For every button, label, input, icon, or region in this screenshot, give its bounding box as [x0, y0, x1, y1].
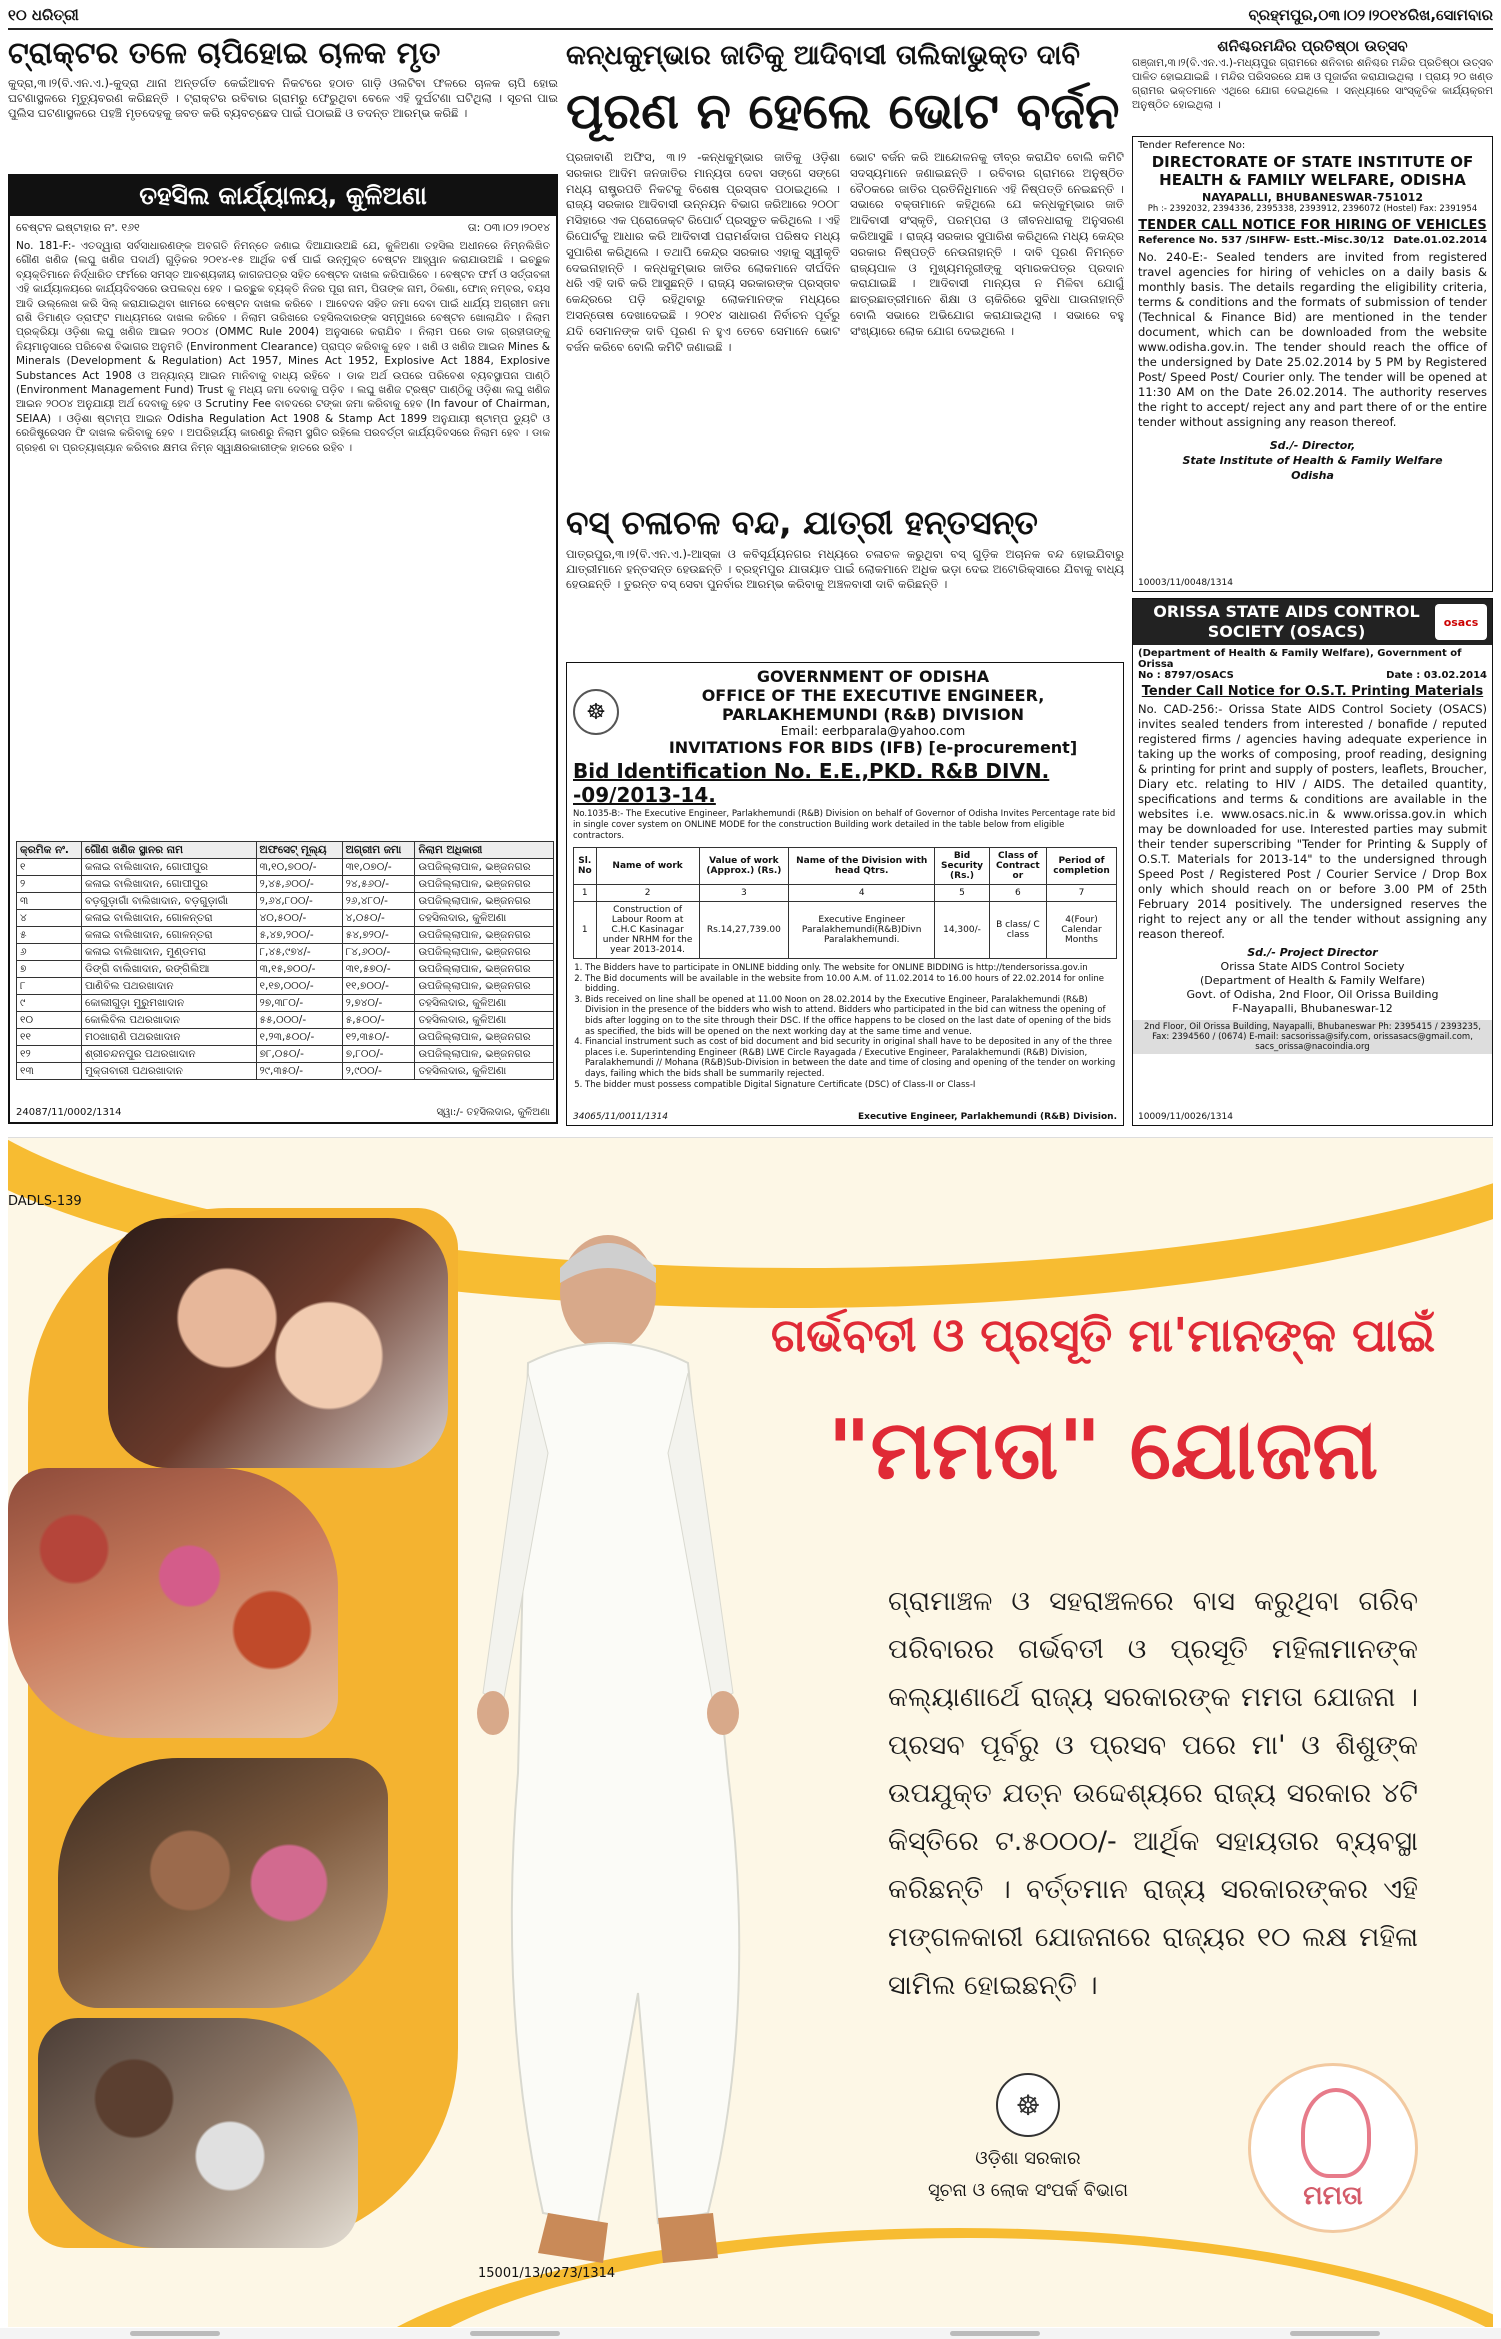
- hfw-sig-line3: Odisha: [1291, 469, 1334, 482]
- table-header-cell: ଗୌଣ ଖଣିଜ ସ୍ଥାନର ନାମ: [82, 842, 257, 859]
- doctor-visit-photo: [38, 2018, 358, 2248]
- table-cell: 2: [596, 885, 699, 902]
- mother-child-photo: [108, 1218, 448, 1468]
- table-header-cell: Bid Security (Rs.): [935, 848, 989, 885]
- tahasil-notice: [8, 174, 558, 1124]
- table-cell: ୪,୦୫୦/-: [342, 910, 415, 927]
- table-cell: ୫: [17, 927, 82, 944]
- table-cell: ୭୮,୦୫୦/-: [256, 1046, 342, 1063]
- table-cell: ୧୩: [17, 1063, 82, 1080]
- tahasil-title: ତହସିଲ କାର୍ଯ୍ୟାଳୟ, କୁଳିଅଣା: [10, 176, 556, 216]
- ee-invite: INVITATIONS FOR BIDS (IFB) [e-procurement]: [668, 738, 1078, 757]
- table-cell: 4: [789, 885, 935, 902]
- table-cell: ଉପଜିଲ୍ଲାପାଳ, ଭଞ୍ଜନଗର: [415, 1046, 554, 1063]
- ad-code: 24087/11/0002/1314: [16, 1107, 122, 1118]
- hfw-title: DIRECTORATE OF STATE INSTITUTE OF HEALTH & FAMILY WELFARE, ODISHA: [1151, 153, 1474, 189]
- ad-tagline: ଗର୍ଭବତୀ ଓ ପ୍ରସୂତି ମା'ମାନଙ୍କ ପାଇଁ: [770, 1308, 1436, 1362]
- table-number-row: [574, 885, 1117, 902]
- page-number: ୧୦ ଧରିତ୍ରୀ: [8, 6, 79, 24]
- table-cell: ୫,୫୦୦/-: [342, 1012, 415, 1029]
- hfw-date: Date.01.02.2014: [1393, 235, 1487, 246]
- table-header-cell: Sl. No: [574, 848, 597, 885]
- table-cell: ୮: [17, 978, 82, 995]
- table-cell: ୮୪,୬୦୦/-: [342, 944, 415, 961]
- table-cell: ୨: [17, 876, 82, 893]
- table-row: [574, 902, 1117, 959]
- osacs-sig-line5: F-Nayapalli, Bhubaneswar-12: [1232, 1002, 1393, 1015]
- osacs-sig-line1: Sd./- Project Director: [1247, 946, 1378, 959]
- table-cell: ୧୦: [17, 1012, 82, 1029]
- table-cell: ୧,୨୩,୫୦୦/-: [256, 1029, 342, 1046]
- table-header-row: [574, 848, 1117, 885]
- table-cell: ମଠଖାରାଣି ପଥରଖାଦାନ: [82, 1029, 257, 1046]
- scrollbar-track[interactable]: [0, 2328, 1501, 2339]
- table-header-cell: ଅଫସେଟ୍ ମୂଲ୍ୟ: [256, 842, 342, 859]
- table-cell: 4(Four) Calendar Months: [1047, 902, 1117, 959]
- chief-minister-illustration: [458, 1213, 798, 2293]
- ee-bid-id: Bid Identification No. E.E.,PKD. R&B DIVN. -09/2013-14.: [573, 759, 1050, 807]
- table-cell: ୨,୭୪୦/-: [342, 995, 415, 1012]
- table-cell: ୩,୧୦,୭୦୦/-: [256, 859, 342, 876]
- osacs-signature: [1138, 946, 1487, 1016]
- table-cell: ଉପଜିଲ୍ଲାପାଳ, ଭଞ୍ଜନଗର: [415, 927, 554, 944]
- table-row: [17, 1012, 554, 1029]
- tractor-headline: ଟ୍ରାକ୍ଟର ତଳେ ଚାପିହୋଇ ଚାଳକ ମୃତ: [8, 36, 441, 71]
- ee-notes: [573, 963, 1117, 1090]
- mamata-logo-text: ମମତା: [1303, 2181, 1363, 2211]
- temple-story: ଗଞ୍ଜାମ,୩।୨(ବି.ଏନ.ଏ.)-ମଧ୍ୟପୁର ଗ୍ରାମରେ ଶନିବାର ଶନିଶ୍ଚର ମନ୍ଦିର ପ୍ରତିଷ୍ଠା ଉତ୍ସବ ପାଳିତ ହୋଇଯାଇଛି । ମନ୍ଦିର ପରିସରରେ ଯଜ୍ଞ ଓ ପୂଜାର୍ଚ୍ଚନା କରାଯାଇଥିଲା । ପ୍ରାୟ ୨୦ ଖଣ୍ଡ ଗ୍ରାମର ଭକ୍ତମାନେ ଏଥିରେ ଯୋଗ ଦେଇଥିଲେ । ସନ୍ଧ୍ୟାରେ ସାଂସ୍କୃତିକ କାର୍ଯ୍ୟକ୍ରମ ଅନୁଷ୍ଠିତ ହୋଇଥିଲା ।: [1132, 57, 1493, 111]
- tahasil-ref-date: ତା: ୦୩।୦୨।୨୦୧୪: [467, 221, 550, 234]
- table-cell: ତହସିଲଦାର, କୁଳିଅଣା: [415, 1012, 554, 1029]
- osacs-sig-line2: Orissa State AIDS Control Society: [1220, 960, 1405, 973]
- table-row: [17, 893, 554, 910]
- list-item: 1. The Bidders have to participate in ONLINE bidding only. The website for ONLINE BIDDING is http://tendersorissa.gov.in: [585, 963, 1117, 974]
- table-cell: ୨୪,୫୬୦/-: [342, 876, 415, 893]
- table-cell: କଳାଇ ବାଲିଖାଦାନ, ଗୋଳନ୍ତରା: [82, 910, 257, 927]
- table-cell: 1: [574, 885, 597, 902]
- ad-code: 10009/11/0026/1314: [1138, 1112, 1233, 1122]
- hfw-signature: [1138, 438, 1487, 483]
- ee-header: [573, 667, 1117, 757]
- table-cell: ୧,୧୭,୦୦୦/-: [256, 978, 342, 995]
- table-cell: ୧୨,୩୫୦/-: [342, 1029, 415, 1046]
- hfw-ref-row: [1138, 235, 1487, 246]
- hfw-tender-notice: [1132, 136, 1493, 592]
- temple-headline: ଶନିଶ୍ଚରମନ୍ଦିର ପ୍ରତିଷ୍ଠା ଉତ୍ସବ: [1217, 37, 1408, 55]
- table-cell: ବଡ଼ଗୁଡ଼ାଗାଁ ବାଲିଖାଦାନ, ବଡ଼ଗୁଡ଼ାଗାଁ: [82, 893, 257, 910]
- table-cell: ୪୦,୫୦୦/-: [256, 910, 342, 927]
- table-cell: କଳାଇ ବାଲିଖାଦାନ, ଗୋପୀପୁର: [82, 876, 257, 893]
- table-cell: କଳାଇ ବାଲିଖାଦାନ, ମୁଣ୍ଡମରା: [82, 944, 257, 961]
- table-header-cell: Name of work: [596, 848, 699, 885]
- table-header-cell: Name of the Division with head Qtrs.: [789, 848, 935, 885]
- table-cell: ୨,୯୦୦/-: [342, 1063, 415, 1080]
- chief-minister-figure: [458, 1213, 798, 2293]
- table-cell: ୩: [17, 893, 82, 910]
- table-body: [17, 859, 554, 1080]
- osacs-sig-line4: Govt. of Odisha, 2nd Floor, Oil Orissa Building: [1186, 988, 1439, 1001]
- osacs-tender-notice: [1132, 598, 1493, 1126]
- table-cell: 5: [935, 885, 989, 902]
- table-cell: କୋଲିବିଲ ପଥରଖାଦାନ: [82, 1012, 257, 1029]
- column-middle: [566, 36, 1124, 1126]
- table-cell: Executive Engineer Paralakhemundi(R&B)Divn Paralakhemundi.: [789, 902, 935, 959]
- ee-org1: GOVERNMENT OF ODISHA: [756, 667, 990, 686]
- table-cell: 1: [574, 902, 597, 959]
- table-cell: 7: [1047, 885, 1117, 902]
- tractor-story: କୁଦ୍ରା,୩।୨(ବି.ଏନ.ଏ.)-କୁଦ୍ରା ଥାନା ଅନ୍ତର୍ଗତ କେଇଁଆବନ ନିକଟରେ ହଠାତ ଗାଡ଼ି ଓଲଟିବା ଫଳରେ ଚାଳକ ଚାପି ହୋଇ ଘଟଣାସ୍ଥଳରେ ମୃତ୍ୟୁବରଣ କରିଛନ୍ତି । ଟ୍ରାକ୍ଟର ରବିବାର ଗ୍ରାମରୁ ଫେରୁଥିବା ବେଳେ ଏହି ଦୁର୍ଘଟଣା ଘଟିଥିଲା । ସୂଚନା ପାଇ ପୁଲିସ ଘଟଣାସ୍ଥଳରେ ପହଞ୍ଚି ମୃତଦେହକୁ ଜବତ କରି ବ୍ୟବଚ୍ଛେଦ ପାଇଁ ପଠାଇଛି ଓ ତଦନ୍ତ ଆରମ୍ଭ କରିଛି ।: [8, 76, 558, 120]
- table-row: [17, 927, 554, 944]
- health-checkup-photo: [58, 1758, 388, 2008]
- ee-intro: No.1035-B:- The Executive Engineer, Parlakhemundi (R&B) Division on behalf of Governor of Odisha Invites Percentage rate bid in single cover system on ONLINE MODE for the construction Building work detailed in the table below from eligible contractors.: [573, 809, 1116, 841]
- osacs-date: Date : 03.02.2014: [1386, 670, 1487, 681]
- osacs-logo-icon: osacs: [1435, 604, 1487, 640]
- table-row: [17, 859, 554, 876]
- osacs-body: No. CAD-256:- Orissa State AIDS Control Society (OSACS) invites sealed tenders from interested / bonafide / reputed registered firms / agencies having adequate experience in taking up the works of composing, proof reading, designing & printing for print and supply of posters, leaflets, Broucher, Diary etc. relating to HIV / AIDS. The detailed quantity, specifications and terms & conditions are available in the websites i.e. www.osacs.nic.in & www.orissa.gov.in which may be downloaded for use. Interested parties may submit their tender superscribing "Tender for Printing & Supply of O.S.T. Materials for 2013-14" to the undersigned through Speed Post / Registered Post / Courier Service / Drop Box only which should reach on or before 3.00 PM of 25th February 2014 positively. The undersigned reserves the right to reject any or all the tender without assigning any reason thereof.: [1138, 702, 1487, 941]
- table-header-cell: Period of completion: [1047, 848, 1117, 885]
- ee-footer: [573, 1112, 1117, 1122]
- table-cell: B class/ C class: [989, 902, 1046, 959]
- kandhakumbhar-kicker: କନ୍ଧକୁମ୍ଭାର ଜାତିକୁ ଆଦିବାସୀ ତାଲିକାଭୁକ୍ତ ଦାବି: [566, 40, 1080, 71]
- hfw-sig-line1: Sd./- Director,: [1269, 439, 1356, 452]
- table-cell: ୨୭,୩୮୦/-: [256, 995, 342, 1012]
- scroll-marker: [950, 2331, 1040, 2336]
- table-cell: ତହସିଲଦାର, କୁଳିଅଣା: [415, 1063, 554, 1080]
- hfw-ref-no: Reference No. 537 /SIHFW- Estt.-Misc.30/12: [1138, 235, 1385, 246]
- ee-signature: Executive Engineer, Parlakhemundi (R&B) Division.: [858, 1112, 1117, 1122]
- table-cell: ଉପଜିଲ୍ଲାପାଳ, ଭଞ୍ଜନଗର: [415, 876, 554, 893]
- table-row: [17, 1063, 554, 1080]
- story-column-a: ପ୍ରଜାବାଣି ଅଫିସ, ୩।୨ -କନ୍ଧକୁମ୍ଭାର ଜାତିକୁ ଓଡ଼ିଶା ସରକାର ଆଦିମ ଜନଜାତିର ମାନ୍ୟତା ଦେବା ସଙ୍ଗେ ସଙ୍ଗେ ମଧ୍ୟ ରାଷ୍ଟ୍ରପତି ନିକଟକୁ ବିଶେଷ ପ୍ରସ୍ତାବ ପଠାଇଥିଲେ । ରାଜ୍ୟ ସରକାର ଆଦିବାସୀ ଉନ୍ନୟନ ବିଭାଗ ଜରିଆରେ ୨୦୦୮ ମସିହାରେ ଏକ ପ୍ରୋଜେକ୍ଟ ରିପୋର୍ଟ ପ୍ରସ୍ତୁତ କରିଥିଲେ । ଏହି ରିପୋର୍ଟକୁ ଆଧାର କରି ଆଦିବାସୀ ପରାମର୍ଶଦାତା ପରିଷଦ ମଧ୍ୟ ସୁପାରିଶ କରିଥିଲେ । ତଥାପି କେନ୍ଦ୍ର ସରକାର ଏହାକୁ ସ୍ୱୀକୃତି ଦେଇନାହାନ୍ତି । କନ୍ଧକୁମ୍ଭାର ଜାତିର ଲୋକମାନେ ଦୀର୍ଘଦିନ ଧରି ଏହି ଦାବି କରି ଆସୁଛନ୍ତି । ରାଜ୍ୟ ସରକାରଙ୍କ ପ୍ରସ୍ତାବ କେନ୍ଦ୍ରରେ ପଡ଼ି ରହିଥିବାରୁ ଲୋକମାନଙ୍କ ମଧ୍ୟରେ ଅସନ୍ତୋଷ ଦେଖାଦେଇଛି । ୨୦୧୪ ସାଧାରଣ ନିର୍ବାଚନ ପୂର୍ବରୁ ଯଦି ସେମାନଙ୍କ ଦାବି ପୂରଣ ନ ହୁଏ ତେବେ ସେମାନେ ଭୋଟ ବର୍ଜନ କରିବେ ବୋଲି କମିଟି ଜଣାଇଛି ।: [566, 150, 840, 354]
- table-cell: ପାଣିବିଲ ପଥରଖାଦାନ: [82, 978, 257, 995]
- ad-department: ସୂଚନା ଓ ଲୋକ ସଂପର୍କ ବିଭାଗ: [927, 2180, 1129, 2201]
- ee-tender-notice: [566, 662, 1124, 1126]
- osacs-tender-title: Tender Call Notice for O.S.T. Printing Materials: [1141, 684, 1484, 699]
- table-cell: ୨,୪୫,୬୦୦/-: [256, 876, 342, 893]
- tahasil-table: [16, 841, 554, 1080]
- table-cell: ଉପଜିଲ୍ଲାପାଳ, ଭଞ୍ଜନଗର: [415, 1029, 554, 1046]
- osacs-ref-row: [1138, 670, 1487, 681]
- table-cell: ୩୧,୫୭୦/-: [342, 961, 415, 978]
- table-cell: ୯: [17, 995, 82, 1012]
- ad-scheme-name: "ମମତା" ଯୋଜନା: [827, 1403, 1379, 1498]
- table-row: [17, 944, 554, 961]
- hfw-ref-label: Tender Reference No:: [1138, 140, 1246, 151]
- table-cell: ୭,୮୦୦/-: [342, 1046, 415, 1063]
- mamata-advertisement: [8, 1137, 1493, 2327]
- osacs-dept: (Department of Health & Family Welfare), Government of Orissa: [1138, 648, 1462, 670]
- table-header-cell: Class of Contract or: [989, 848, 1046, 885]
- table-cell: ୧୨: [17, 1046, 82, 1063]
- osacs-title: ORISSA STATE AIDS CONTROL SOCIETY (OSACS): [1153, 602, 1420, 641]
- table-row: [17, 1029, 554, 1046]
- ad-code: 10003/11/0048/1314: [1138, 578, 1233, 588]
- table-cell: କଳାଇ ବାଲିଖାଦାନ, ଗୋଳନ୍ତରା: [82, 927, 257, 944]
- table-cell: ୮,୪୫,୯୭୪/-: [256, 944, 342, 961]
- ee-table: [573, 847, 1117, 959]
- list-item: 5. The bidder must possess compatible Digital Signature Certificate (DSC) of Class-II or Class-I: [585, 1080, 1117, 1091]
- page-header: [8, 0, 1493, 30]
- table-cell: ତହସିଲଦାର, କୁଳିଅଣା: [415, 910, 554, 927]
- table-cell: ୩,୧୫,୭୦୦/-: [256, 961, 342, 978]
- hfw-sig-line2: State Institute of Health & Family Welfare: [1182, 454, 1443, 467]
- list-item: 3. Bids received on line shall be opened at 11.00 Noon on 28.02.2014 by the Executive Engineer, Paralakhemundi (R&B) Division in the presence of the bidders who wish to attend. Bidders who participated in the bid can witness the opening of bids after logging on to the site through their DSC. If the office happens to be closed on the last date of opening of the bids as specified, the bids will be opened on the next working day at the same time and venue.: [585, 995, 1117, 1037]
- vote-boycott-story: [566, 150, 1124, 495]
- edition-date: ବ୍ରହ୍ମପୁର,ଠ୩।୦୨।୨୦୧୪ରିଖ,ସୋମବାର: [1248, 6, 1493, 24]
- table-cell: ୨,୬୪,୮୦୦/-: [256, 893, 342, 910]
- table-cell: 3: [699, 885, 789, 902]
- women-group-photo: [8, 1468, 338, 1738]
- ad-description: ଗ୍ରାମାଞ୍ଚଳ ଓ ସହରାଞ୍ଚଳରେ ବାସ କରୁଥିବା ଗରିବ ପରିବାରର ଗର୍ଭବତୀ ଓ ପ୍ରସୂତି ମହିଳାମାନଙ୍କ କଲ୍ୟାଣାର୍ଥେ ରାଜ୍ୟ ସରକାରଙ୍କ ମମତା ଯୋଜନା । ପ୍ରସବ ପୂର୍ବରୁ ଓ ପ୍ରସବ ପରେ ମା' ଓ ଶିଶୁଙ୍କ ଉପଯୁକ୍ତ ଯତ୍ନ ଉଦ୍ଦେଶ୍ୟରେ ରାଜ୍ୟ ସରକାର ୪ଟି କିସ୍ତିରେ ଟ.୫୦୦୦/- ଆର୍ଥିକ ସହାୟତାର ବ୍ୟବସ୍ଥା କରିଛନ୍ତି । ବର୍ତ୍ତମାନ ରାଜ୍ୟ ସରକାରଙ୍କର ଏହି ମଙ୍ଗଳକାରୀ ଯୋଜନାରେ ରାଜ୍ୟର ୧୦ ଲକ୍ଷ ମହିଳା ସାମିଲ ହୋଇଛନ୍ତି ।: [888, 1586, 1418, 2001]
- table-header-row: [17, 842, 554, 859]
- table-cell: ୨୬,୪୮୦/-: [342, 893, 415, 910]
- ee-titles: [629, 667, 1117, 757]
- ee-email: Email: eerbparala@yahoo.com: [780, 724, 966, 738]
- story-column-b: ଭୋଟ ବର୍ଜନ କରି ଆନ୍ଦୋଳନକୁ ତୀବ୍ର କରାଯିବ ବୋଲି କମିଟି ସଦସ୍ୟମାନେ ଜଣାଇଛନ୍ତି । ରବିବାର ଗ୍ରାମରେ ଅନୁଷ୍ଠିତ ବୈଠକରେ ଜାତିର ପ୍ରତିନିଧିମାନେ ଏହି ନିଷ୍ପତ୍ତି ନେଇଛନ୍ତି । ସଭାରେ ବକ୍ତାମାନେ କହିଥିଲେ ଯେ କନ୍ଧକୁମ୍ଭାର ଜାତି ଆଦିବାସୀ ସଂସ୍କୃତି, ପରମ୍ପରା ଓ ଜୀବନଧାରାକୁ ଅନୁସରଣ କରିଆସୁଛି । ରାଜ୍ୟ ସରକାର ସୁପାରିଶ କରିଥିଲେ ମଧ୍ୟ କେନ୍ଦ୍ର ସରକାର ନିଷ୍ପତ୍ତି ନେଉନାହାନ୍ତି । ଦାବି ପୂରଣ ନିମନ୍ତେ ରାଜ୍ୟପାଳ ଓ ମୁଖ୍ୟମନ୍ତ୍ରୀଙ୍କୁ ସ୍ମାରକପତ୍ର ପ୍ରଦାନ କରାଯାଇଛି । ଆଦିବାସୀ ମାନ୍ୟତା ନ ମିଳିବା ଯୋଗୁଁ ଛାତ୍ରଛାତ୍ରୀମାନେ ଶିକ୍ଷା ଓ ଚାକିରିରେ ସୁବିଧା ପାଉନାହାନ୍ତି ବୋଲି ସଭାରେ ଅଭିଯୋଗ କରାଯାଇଥିଲା । ସଭାରେ ବହୁ ସଂଖ୍ୟାରେ ଲୋକ ଯୋଗ ଦେଇଥିଲେ ।: [850, 150, 1124, 338]
- table-cell: ୬: [17, 944, 82, 961]
- table-header-cell: ନିଲାମ ଅଧିକାରୀ: [415, 842, 554, 859]
- tahasil-ref-number: ବେଷ୍ଟନ ଇଷ୍ଟାହାର ନଂ. ୧୬୧: [16, 221, 140, 234]
- table-header-cell: କ୍ରମିକ ନଂ.: [17, 842, 82, 859]
- table-cell: ୩୧,୦୭୦/-: [342, 859, 415, 876]
- odisha-emblem-icon: ☸: [573, 689, 619, 735]
- ad-code-top: DADLS-139: [8, 1194, 82, 1209]
- scroll-marker: [470, 2331, 560, 2336]
- bus-headline: ବସ୍ ଚଳାଚଳ ବନ୍ଦ, ଯାତ୍ରୀ ହନ୍ତସନ୍ତ: [566, 503, 1038, 542]
- vote-boycott-headline: ପୂରଣ ନ ହେଲେ ଭୋଟ ବର୍ଜନ: [566, 82, 1120, 140]
- ee-org3: PARLAKHEMUNDI (R&B) DIVISION: [721, 705, 1025, 724]
- column-right: [1132, 36, 1493, 1126]
- tahasil-body: No. 181-F:- ଏତଦ୍ୱାରା ସର୍ବସାଧାରଣଙ୍କ ଅବଗତି ନିମନ୍ତେ ଜଣାଇ ଦିଆଯାଉଅଛି ଯେ, କୁଳିଅଣା ତହସିଲ ଅଧୀନରେ ନିମ୍ନଲିଖିତ ଗୌଣ ଖଣିଜ (ଲଘୁ ଖଣିଜ ପଦାର୍ଥ) ଗୁଡ଼ିକର ୨୦୧୪-୧୫ ଆର୍ଥିକ ବର୍ଷ ପାଇଁ ଉନ୍ମୁକ୍ତ ବେଷ୍ଟନ ଆହ୍ୱାନ କରାଯାଉଅଛି । ଇଚ୍ଛୁକ ବ୍ୟକ୍ତିମାନେ ନିର୍ଦ୍ଧାରିତ ଫର୍ମରେ ସମସ୍ତ ଆବଶ୍ୟକୀୟ କାଗଜପତ୍ର ସହିତ ବେଷ୍ଟନ ଦାଖଲ କରିପାରିବେ । ବେଷ୍ଟନ ଫର୍ମ ଓ ସର୍ତ୍ତାବଳୀ ଏହି କାର୍ଯ୍ୟାଳୟରେ କାର୍ଯ୍ୟଦିବସରେ ଉପଲବ୍ଧ ହେବ । ଇଚ୍ଛୁକ ବ୍ୟକ୍ତି ନିଜର ପୂରା ନାମ, ପିତାଙ୍କ ନାମ, ଠିକଣା, ଫୋନ୍ ନମ୍ବର, ବୟସ ଆଦି ଉଲ୍ଲେଖ କରି ସିଲ୍ କରାଯାଇଥିବା ଖାମରେ ବେଷ୍ଟନ ଦାଖଲ କରିବେ । ଆବେଦନ ସହିତ ଜମା ଦେବା ପାଇଁ ଧାର୍ଯ୍ୟ ଅଗ୍ରୀମ ଜମା ରାଶି ଡିମାଣ୍ଡ ଡ୍ରାଫ୍ଟ ମାଧ୍ୟମରେ ଦାଖଲ କରିବେ । ନିଲାମ ତାରିଖରେ ତହସିଲଦାରଙ୍କ ସମ୍ମୁଖରେ ବେଷ୍ଟନ ଖୋଲାଯିବ । ନିଲାମ ପ୍ରକ୍ରିୟା ଓଡ଼ିଶା ଲଘୁ ଖଣିଜ ଆଇନ ୨୦୦୪ (OMMC Rule 2004) ଅନୁସାରେ କରାଯିବ । ନିଲାମ ପରେ ଡାକ ଗ୍ରହୀତାଙ୍କୁ ନିୟମାନୁସାରେ ପରିବେଶ ବିଭାଗର ଅନୁମତି (Environment Clearance) ପ୍ରାପ୍ତ କରିବାକୁ ହେବ । ଖଣି ଓ ଖଣିଜ ଆଇନ Mines & Minerals (Development & Regulation) Act 1957, Mines Act 1952, Explosive Act 1884, Explosive Substances Act 1908 ଓ ଅନ୍ୟାନ୍ୟ ଆଇନ ମାନିବାକୁ ବାଧ୍ୟ ରହିବେ । ଡାକ ଅର୍ଥ ଉପରେ ପରିବେଶ ବ୍ୟବସ୍ଥାପନା ପାଣ୍ଠି (Environment Management Fund) Trust କୁ ମଧ୍ୟ ଜମା ଦେବାକୁ ପଡ଼ିବ । ଲଘୁ ଖଣିଜ ଟ୍ରଷ୍ଟ ପାଣ୍ଠିକୁ ଓଡ଼ିଶା ଲଘୁ ଖଣିଜ ଆଇନ ୨୦୦୪ ଅନୁଯାୟୀ ଅର୍ଥ ଦେବାକୁ ହେବ ଓ Scrutiny Fee ବାବଦରେ ଟଙ୍କା ଜମା କରିବାକୁ ହେବ (In favour of Chairman, SEIAA) । ଓଡ଼ିଶା ଷ୍ଟାମ୍ପ ଆଇନ Odisha Regulation Act 1908 & Stamp Act 1899 ଅନୁଯାୟୀ ଷ୍ଟାମ୍ପ ଡ୍ୟୁଟି ଓ ରେଜିଷ୍ଟ୍ରେସନ ଫି ଦାଖଲ କରିବାକୁ ହେବ । ଅପରିହାର୍ଯ୍ୟ କାରଣରୁ ନିଲାମ ସ୍ଥଗିତ ରହିଲେ ପରବର୍ତ୍ତୀ କାର୍ଯ୍ୟଦିବସରେ ନିଲାମ ହେବ । ଡାକ ଗ୍ରହଣ ବା ପ୍ରତ୍ୟାଖ୍ୟାନ କରିବାର କ୍ଷମତା ନିମ୍ନ ସ୍ୱାକ୍ଷରକାରୀଙ୍କ ହାତରେ ରହିବ ।: [16, 240, 550, 454]
- table-cell: 14,300/-: [935, 902, 989, 959]
- hfw-body: No. 240-E:- Sealed tenders are invited from registered travel agencies for hiring of vehicles on a daily basis & monthly basis. The details regarding the eligibility criteria, terms & conditions and the formats of submission of tender (Technical & Finance Bid) are mentioned in the tender document, which can be downloaded from the website www.odisha.gov.in. The tender should reach the office of the undersigned by Date 25.02.2014 by 5 PM by Registered Post/ Speed Post/ Courier only. The tender will be opened at 11:30 AM on the Date 26.02.2014. The authority reserves the right to accept/ reject any and part there of or the entire tender without assigning any reason thereof.: [1138, 250, 1487, 429]
- mamata-logo: [1248, 2063, 1418, 2233]
- table-cell: ୫୪,୭୨୦/-: [342, 927, 415, 944]
- table-header-cell: Value of work (Approx.) (Rs.): [699, 848, 789, 885]
- table-cell: କୋଲୀଗୁଡ଼ା ମୁରୁମଖାଦାନ: [82, 995, 257, 1012]
- osacs-header: [1133, 599, 1492, 645]
- table-cell: Construction of Labour Room at C.H.C Kasinagar under NRHM for the year 2013-2014.: [596, 902, 699, 959]
- scroll-marker: [130, 2331, 220, 2336]
- table-cell: ୧୧: [17, 1029, 82, 1046]
- table-cell: ୨୯,୩୫୦/-: [256, 1063, 342, 1080]
- table-cell: ଉପଜିଲ୍ଲାପାଳ, ଭଞ୍ଜନଗର: [415, 893, 554, 910]
- table-cell: ୧: [17, 859, 82, 876]
- list-item: 2. The Bid documents will be available in the website from 10.00 A.M. of 11.02.2014 to 16.00 hours of 22.02.2014 for online bidding.: [585, 974, 1117, 995]
- table-cell: ୫୫,୦୦୦/-: [256, 1012, 342, 1029]
- hfw-phones: Ph :- 2392032, 2394336, 2395338, 2393912, 2396072 (Hostel) Fax: 2391954: [1147, 204, 1478, 214]
- osacs-ref-no: No : 8797/OSACS: [1138, 670, 1234, 681]
- table-cell: ଉପଜିଲ୍ଲାପାଳ, ଭଞ୍ଜନଗର: [415, 859, 554, 876]
- table-cell: ଉପଜିଲ୍ଲାପାଳ, ଭଞ୍ଜନଗର: [415, 961, 554, 978]
- table-header-cell: ଅଗ୍ରୀମ ଜମା: [342, 842, 415, 859]
- table-row: [17, 910, 554, 927]
- table-cell: ଉପଜିଲ୍ଲାପାଳ, ଭଞ୍ଜନଗର: [415, 978, 554, 995]
- tahasil-footer: [16, 1107, 550, 1118]
- mother-child-icon: [1301, 2088, 1371, 2178]
- table-cell: ଉପଜିଲ୍ଲାପାଳ, ଭଞ୍ଜନଗର: [415, 944, 554, 961]
- table-cell: ଶ୍ରୀଚନ୍ଦନପୁର ପଥରଖାଦାନ: [82, 1046, 257, 1063]
- hfw-address: NAYAPALLI, BHUBANESWAR-751012: [1202, 191, 1423, 204]
- ad-code-bottom: 15001/13/0273/1314: [478, 2266, 616, 2281]
- bus-story: ପାତ୍ରପୁର,୩।୨(ବି.ଏନ.ଏ.)-ଆସ୍କା ଓ କବିସୂର୍ଯ୍ୟନଗର ମଧ୍ୟରେ ଚଳାଚଳ କରୁଥିବା ବସ୍ ଗୁଡ଼ିକ ଅଚାନକ ବନ୍ଦ ହୋଇଯିବାରୁ ଯାତ୍ରୀମାନେ ହନ୍ତସନ୍ତ ହେଉଛନ୍ତି । ବ୍ରହ୍ମପୁର ଯାତାୟାତ ପାଇଁ ଲୋକମାନେ ଅଧିକ ଭଡ଼ା ଦେଇ ଅଟୋରିକ୍ସାରେ ଯିବାକୁ ବାଧ୍ୟ ହେଉଛନ୍ତି । ତୁରନ୍ତ ବସ୍ ସେବା ପୁନର୍ବାର ଆରମ୍ଭ କରିବାକୁ ଅଞ୍ଚଳବାସୀ ଦାବି କରିଛନ୍ତି ।: [566, 547, 1124, 591]
- table-row: [17, 995, 554, 1012]
- ad-gov-name: ଓଡ଼ିଶା ସରକାର: [975, 2148, 1081, 2169]
- table-cell: ୪: [17, 910, 82, 927]
- hfw-tender-title: TENDER CALL NOTICE FOR HIRING OF VEHICLES: [1138, 218, 1487, 233]
- table-cell: ତହସିଲଦାର, କୁଳିଅଣା: [415, 995, 554, 1012]
- list-item: 4. Financial instrument such as cost of bid document and bid security in original shall have to be deposited in any of the three places i.e. Superintending Engineer (R&B) LWE Circle Rayagada / Executive Engineer, Paralakhemundi (R&B) Division, Paralakhemundi // Mohana (R&B)Sub-Division in between the date and time of closing and opening of the tender on working days, failing which the bids shall be summarily rejected.: [585, 1037, 1117, 1079]
- tahasil-refs: [10, 216, 556, 237]
- table-cell: କଳାଇ ବାଲିଖାଦାନ, ଗୋପୀପୁର: [82, 859, 257, 876]
- column-left: [8, 36, 558, 1126]
- tahasil-signature: ସ୍ୱା:/- ତହସିଲଦାର, କୁଳିଅଣା: [436, 1107, 550, 1118]
- table-row: [17, 1046, 554, 1063]
- table-cell: ୧୧,୭୦୦/-: [342, 978, 415, 995]
- scroll-marker: [1290, 2331, 1380, 2336]
- table-cell: ଡିଙ୍ଗି ବାଲିଖାଦାନ, ରଙ୍ଗିଲିଆ: [82, 961, 257, 978]
- ee-org2: OFFICE OF THE EXECUTIVE ENGINEER,: [701, 686, 1045, 705]
- ad-code: 34065/11/0011/1314: [573, 1112, 668, 1122]
- table-cell: 6: [989, 885, 1046, 902]
- table-row: [17, 978, 554, 995]
- table-row: [17, 876, 554, 893]
- table-cell: ମୁକ୍ତାବାରୀ ପଥରଖାଦାନ: [82, 1063, 257, 1080]
- table-cell: ୭: [17, 961, 82, 978]
- osacs-address: 2nd Floor, Oil Orissa Building, Nayapalli, Bhubaneswar Ph: 2395415 / 2393235, Fax: 2394560 / (0674) E-mail: sacsorissa@sify.com, orissasacs@gmail.com, sacs_orissa@nacoindia.org: [1133, 1020, 1492, 1054]
- table-row: [17, 961, 554, 978]
- table-cell: ୫,୪୭,୨୦୦/-: [256, 927, 342, 944]
- odisha-emblem-icon: ☸: [996, 2073, 1060, 2137]
- table-cell: Rs.14,27,739.00: [699, 902, 789, 959]
- osacs-sig-line3: (Department of Health & Family Welfare): [1199, 974, 1426, 987]
